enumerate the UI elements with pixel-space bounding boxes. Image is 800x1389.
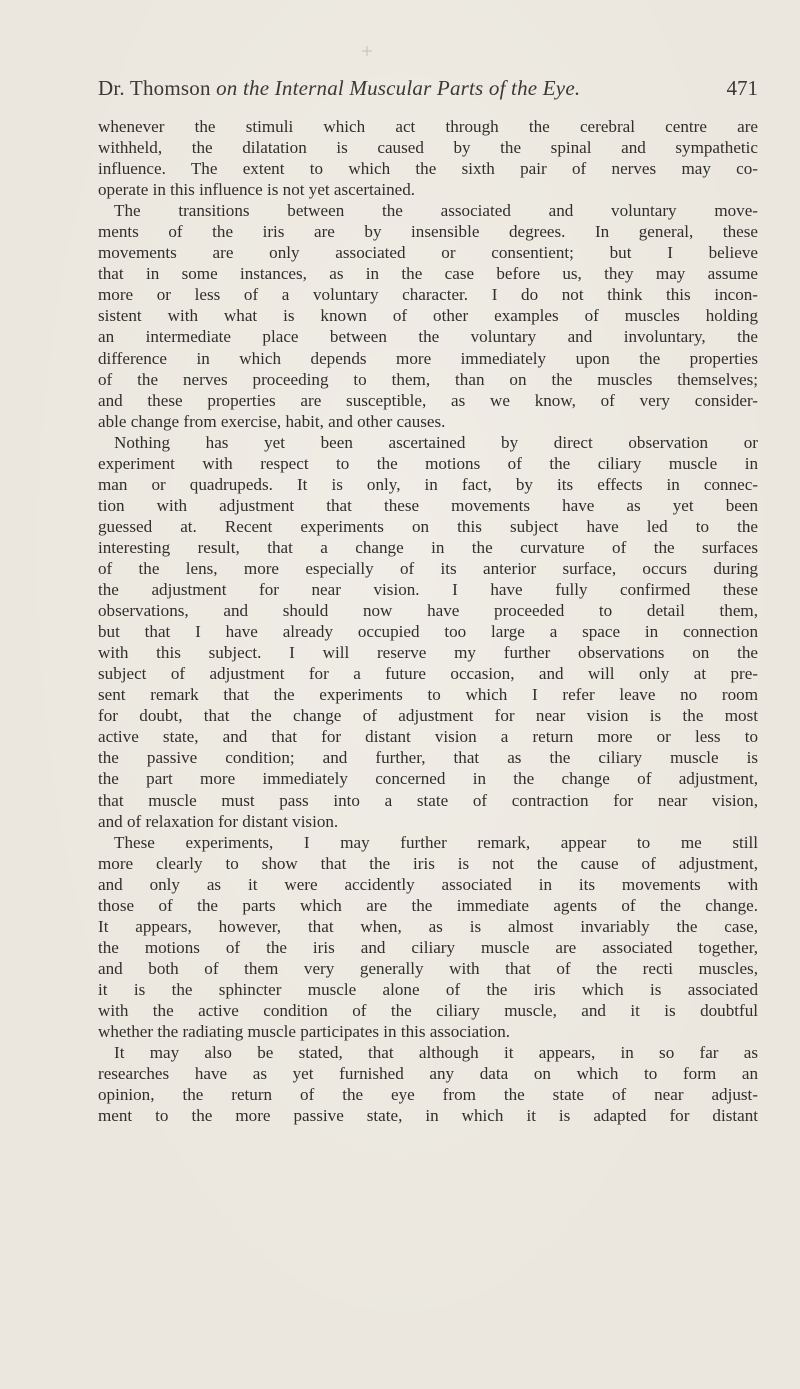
text-line: of the nerves proceeding to them, than on the muscles themselves; [98,369,758,389]
text-line: and both of them very generally with that of the recti muscles, [98,958,758,978]
text-line: The transitions between the associated and voluntary move- [114,201,758,221]
text-line: that muscle must pass into a state of contraction for near vision, [98,790,758,810]
text-line: These experiments, I may further remark, appear to me still [114,832,758,852]
text-line: the motions of the iris and ciliary muscle are associated together, [98,937,758,957]
text-line: and of relaxation for distant vision. [98,811,339,831]
text-line: it is the sphincter muscle alone of the iris which is associated [98,979,758,999]
text-line: but that I have already occupied too large a space in connection [98,622,758,642]
paper-blemish-icon [360,44,374,58]
text-line: and these properties are susceptible, as we know, of very consider- [98,390,758,410]
text-line: with the active condition of the ciliary muscle, and it is doubtful [98,1000,758,1020]
running-title-subject: the Internal Muscular Parts of the Eye. [237,76,581,100]
text-line: active state, and that for distant vision a return more or less to [98,727,758,747]
paragraph [98,116,758,200]
text-line: an intermediate place between the voluntary and involuntary, the [98,327,758,347]
text-line: researches have as yet furnished any data on which to form an [98,1064,758,1084]
text-line: the passive condition; and further, that as the ciliary muscle is [98,748,758,768]
text-line: ments of the iris are by insensible degrees. In general, these [98,222,758,242]
text-line: whenever the stimuli which act through the cerebral centre are [98,117,758,136]
text-line: ment to the more passive state, in which it is adapted for distant [98,1106,758,1126]
text-line: It appears, however, that when, as is almost invariably the case, [98,916,758,936]
paragraph [98,200,758,432]
text-line: Nothing has yet been ascertained by direct observation or [114,432,758,452]
text-line: man or quadrupeds. It is only, in fact, by its effects in connec- [98,474,758,494]
text-line: guessed at. Recent experiments on this subject have led to the [98,516,758,536]
text-line: those of the parts which are the immediate agents of the change. [98,895,758,915]
text-line: whether the radiating muscle participates in this association. [98,1022,511,1042]
paragraph [98,432,758,832]
running-title-author: Dr. Thomson [98,76,217,100]
text-line: subject of adjustment for a future occasion, and will only at pre- [98,664,758,684]
text-line: experiment with respect to the motions of the ciliary muscle in [98,453,758,473]
text-line: It may also be stated, that although it appears, in so far as [114,1043,758,1063]
text-line: able change from exercise, habit, and other causes. [98,411,446,431]
text-line: the part more immediately concerned in the change of adjustment, [98,769,758,789]
text-line: and only as it were accidently associated in its movements with [98,874,758,894]
text-line: difference in which depends more immediately upon the properties [98,348,758,368]
text-line: the adjustment for near vision. I have fully confirmed these [98,580,758,600]
text-line: tion with adjustment that these movements have as yet been [98,495,758,515]
paragraph [98,1042,758,1126]
text-line: for doubt, that the change of adjustment for near vision is the most [98,706,758,726]
text-line: influence. The extent to which the sixth pair of nerves may co- [98,159,758,179]
text-line: sistent with what is known of other examples of muscles holding [98,306,758,326]
text-line: that in some instances, as in the case before us, they may assume [98,264,758,284]
text-line: more or less of a voluntary character. I do not think this incon- [98,285,758,305]
text-line: interesting result, that a change in the curvature of the surfaces [98,537,758,557]
text-line: withheld, the dilatation is caused by the spinal and sympathetic [98,138,758,158]
text-line: sent remark that the experiments to which I refer leave no room [98,685,758,705]
text-line: of the lens, more especially of its anterior surface, occurs during [98,558,758,578]
paragraph [98,832,758,1042]
text-line: with this subject. I will reserve my further observations on the [98,643,758,663]
text-line: operate in this influence is not yet ascertained. [98,180,416,200]
running-header [98,76,758,104]
running-title-on: on [216,76,238,100]
text-line: more clearly to show that the iris is not the cause of adjustment, [98,853,758,873]
body-text [98,116,758,1126]
text-line: opinion, the return of the eye from the state of near adjust- [98,1085,758,1105]
text-line: observations, and should now have proceeded to detail them, [98,601,758,621]
page-number: 471 [726,76,758,100]
text-line: movements are only associated or consentient; but I believe [98,243,758,263]
running-title [98,76,580,101]
